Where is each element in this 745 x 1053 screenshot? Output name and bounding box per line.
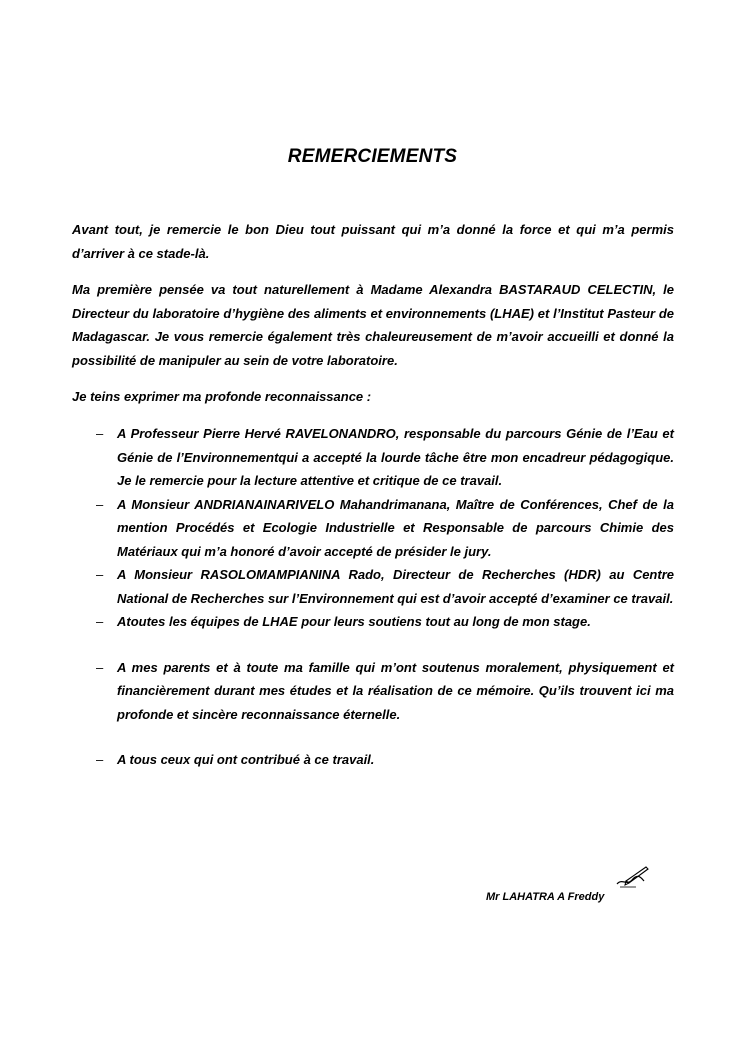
dash-bullet: –	[96, 659, 104, 675]
list-item	[72, 656, 674, 727]
signature-name: Mr LAHATRA A Freddy	[486, 891, 605, 903]
list-item-text: A Professeur Pierre Hervé RAVELONANDRO, responsable du parcours Génie de l’Eau et Génie de l’Environnementqui a accepté la lourde tâche être mon encadreur pédagogique. Je le remercie pour la lecture attentive et critique de ce travail.	[117, 426, 674, 488]
acknowledgement-list	[72, 422, 674, 772]
list-item-text: A Monsieur RASOLOMAMPIANINA Rado, Directeur de Recherches (HDR) au Centre National de Recherches sur l’Environnement qui est d’avoir accepté d’examiner ce travail.	[117, 567, 674, 606]
dash-bullet: –	[96, 752, 104, 767]
list-item	[72, 748, 674, 772]
dash-bullet: –	[96, 567, 104, 582]
list-item-text: A Monsieur ANDRIANAINARIVELO Mahandrimanana, Maître de Conférences, Chef de la mention Procédés et Ecologie Industrielle et Responsable de parcours Chimie des Matériaux qui m’a honoré d’avoir accepté de présider le jury.	[117, 496, 674, 559]
paragraph-intro: Avant tout, je remercie le bon Dieu tout puissant qui m’a donné la force et qui m’a permis d’arriver à ce stade-là.	[72, 222, 674, 261]
page-title: REMERCIEMENTS	[287, 146, 458, 167]
list-item-text: Atoutes les équipes de LHAE pour leurs soutiens tout au long de mon stage.	[117, 614, 591, 629]
writing-hand-icon	[614, 864, 650, 890]
paragraph-first-thought: Ma première pensée va tout naturellement à Madame Alexandra BASTARAUD CELECTIN, le Directeur du laboratoire d’hygiène des aliments et environnements (LHAE) et l’Institut Pasteur de Madagascar. Je vous remercie également très chaleureusement de m’avoir accueilli et donné la possibilité de manipuler au sein de votre laboratoire.	[72, 282, 674, 368]
list-item	[72, 493, 674, 564]
dash-bullet: –	[96, 496, 104, 512]
dash-bullet: –	[96, 426, 104, 441]
list-item-text: A tous ceux qui ont contribué à ce travail.	[117, 752, 375, 767]
list-item-text: A mes parents et à toute ma famille qui m’ont soutenus moralement, physiquement et financièrement durant mes études et la réalisation de ce mémoire. Qu’ils trouvent ici ma profonde et sincère reconnaissance éternelle.	[117, 659, 674, 722]
list-item	[72, 610, 674, 634]
dash-bullet: –	[96, 614, 104, 629]
list-item	[72, 422, 674, 493]
paragraph-gratitude: Je teins exprimer ma profonde reconnaissance :	[72, 389, 372, 404]
list-item	[72, 563, 674, 610]
